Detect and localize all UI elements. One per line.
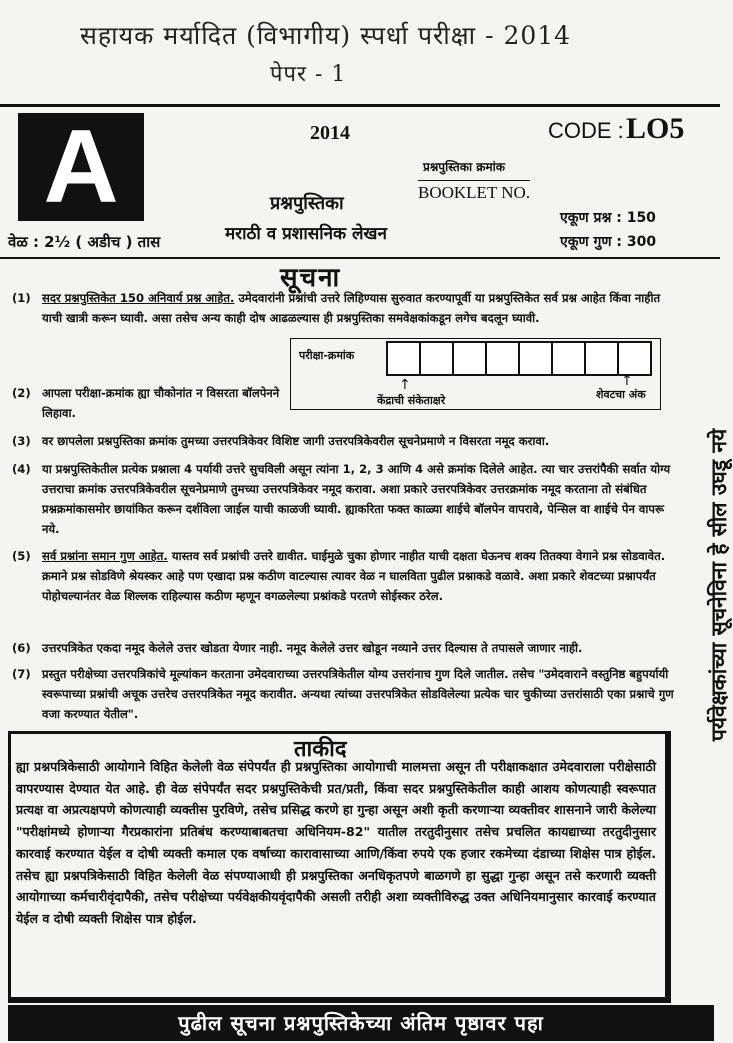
instruction-text: उमेदवारांनी प्रश्नांची उत्तरे लिहिण्यास सुरुवात करण्यापूर्वी या प्रश्नपुस्तिकेत सर्व प्रश्न आहेत किंवा नाहीत याची खात्री करून घ्यावी. असा तसेच अन्य काही दोष आढळल्यास ही प्रश्नपुस्तिका समवेक्षकांकडून लगेच बदलून घ्यावी. bbox=[42, 291, 661, 325]
instructions-heading: सूचना bbox=[280, 263, 342, 293]
roll-cell[interactable] bbox=[518, 341, 553, 376]
instruction-item bbox=[12, 288, 680, 328]
roll-cell[interactable] bbox=[485, 341, 520, 376]
instruction-text: प्रस्तुत परीक्षेच्या उत्तरपत्रिकांचे मूल्यांकन करताना उमेदवाराच्या उत्तरपत्रिकेतील योग्य उत्तरांनाच गुण दिले जातील. तसेच "उमेदवाराने वस्तुनिष्ठ बहुपर्यायी स्वरूपाच्या प्रश्नांची अचूक उत्तरेच उत्तरपत्रिकेत नमूद करावीत. अन्यथा त्यांच्या उत्तरपत्रिकेत सोडविलेल्या प्रत्येक चार चुकीच्या उत्तरांसाठी एका प्रश्नाचे गुण वजा करण्यात येतील". bbox=[42, 667, 674, 721]
set-letter-badge: A bbox=[18, 113, 144, 221]
booklet-title: प्रश्नपुस्तिका bbox=[270, 193, 344, 214]
footer-banner: पुढील सूचना प्रश्नपुस्तिकेच्या अंतिम पृष्ठावर पहा bbox=[8, 1005, 714, 1041]
instruction-text: आपला परीक्षा-क्रमांक ह्या चौकोनांत न विसरता बॉलपेनने लिहावा. bbox=[42, 386, 280, 420]
instruction-item bbox=[12, 459, 680, 539]
instruction-text: वर छापलेला प्रश्नपुस्तिका क्रमांक तुमच्या उत्तरपत्रिकेवर विशिष्ट जागी उत्तरपत्रिकेवरील सूचनेप्रमाणे न विसरता नमूद करावा. bbox=[42, 434, 550, 448]
warning-text: ह्या प्रश्नपत्रिकेसाठी आयोगाने विहित केलेली वेळ संपेपर्यंत ही प्रश्नपुस्तिका आयोगाची मालमत्ता असून ती परीक्षाकक्षात उमेदवाराला परीक्षेसाठी वापरण्यास देण्यात येत आहे. ही वेळ संपेपर्यंत सदर प्रश्नपुस्तिकेची प्रत/प्रती, किंवा सदर प्रश्नपुस्तिकेतील काही आशय कोणत्याही स्वरूपात प्रत्यक्ष वा अप्रत्यक्षपणे कोणत्याही व्यक्तीस पुरविणे, तसेच प्रसिद्ध करणे हा गुन्हा असून अशी कृती करणाऱ्या व्यक्तीवर शासनाने जारी केलेल्या "परीक्षांमध्ये होणाऱ्या गैरप्रकारांना प्रतिबंध करण्याबाबतचा अधिनियम-82" यातील तरतुदीनुसार तसेच प्रचलित कायद्याच्या तरतुदीनुसार कारवाई करण्यात येईल व दोषी व्यक्ती कमाल एक वर्षाच्या कारावासाच्या आणि/किंवा रुपये एक हजार रकमेच्या दंडाच्या शिक्षेस पात्र होईल. तसेच ह्या प्रश्नपत्रिकेसाठी विहित केलेली वेळ संपण्याआधी ही प्रश्नपुस्तिका अनधिकृतपणे बाळगणे हा सुद्धा गुन्हा असून तसे करणारी व्यक्ती आयोगाच्या कर्मचारीवृंदापैकी, तसेच परीक्षेच्या पर्यवेक्षकीयवृंदापैकी असली तरीही अशा व्यक्तीविरुद्ध उक्त अधिनियमानुसार कारवाई करण्यात येईल व दोषी व्यक्ती शिक्षेस पात्र होईल. bbox=[16, 759, 656, 926]
instruction-lead: सदर प्रश्नपुस्तिकेत 150 अनिवार्य प्रश्न आहेत. bbox=[42, 291, 235, 305]
instruction-number: (4) bbox=[12, 462, 31, 476]
roll-number-label: परीक्षा-क्रमांक bbox=[299, 349, 355, 362]
roll-cell[interactable] bbox=[386, 341, 421, 376]
roll-cell[interactable] bbox=[551, 341, 586, 376]
instruction-number: (1) bbox=[12, 291, 31, 305]
roll-number-box bbox=[290, 338, 661, 410]
handwritten-paper-number: पेपर - 1 bbox=[270, 62, 347, 87]
subject-title: मराठी व प्रशासनिक लेखन bbox=[225, 224, 387, 244]
last-digit-label: शेवटचा अंक bbox=[596, 388, 646, 401]
up-arrow-icon: ↑ bbox=[621, 373, 633, 389]
instruction-number: (3) bbox=[12, 434, 31, 448]
code-value: LO5 bbox=[626, 112, 685, 145]
roll-cell[interactable] bbox=[617, 341, 652, 376]
instruction-item bbox=[12, 383, 300, 423]
instruction-item bbox=[12, 664, 680, 724]
instruction-number: (7) bbox=[12, 667, 31, 681]
roll-number-cells bbox=[386, 341, 650, 376]
instruction-item bbox=[12, 546, 680, 606]
total-marks: एकूण गुण : 300 bbox=[560, 234, 657, 250]
seal-warning-text: पर्यवेक्षकांच्या सूचनेविना हे सील उघडू नये bbox=[707, 428, 731, 742]
instruction-number: (6) bbox=[12, 641, 31, 655]
roll-cell[interactable] bbox=[419, 341, 454, 376]
exam-duration: वेळ : 2½ ( अडीच ) तास bbox=[8, 233, 161, 251]
instruction-text: या प्रश्नपुस्तिकेतील प्रत्येक प्रश्नाला 4 पर्यायी उत्तरे सुचविली असून त्यांना 1, 2, 3 आणि 4 असे क्रमांक दिलेले आहेत. त्या चार उत्तरांपैकी सर्वात योग्य उत्तराचा क्रमांक उत्तरपत्रिकेवरील सूचनेप्रमाणे तुमच्या उत्तरपत्रिकेवर नमूद करावा. अशा प्रकारे उत्तरपत्रिकेवर उत्तरक्रमांक नमूद करताना तो संबंधित प्रश्नक्रमांकासमोर छायांकित करून दर्शविला जाईल याची काळजी घ्यावी. ह्याकरिता फक्त काळ्या शाईचे बॉलपेन वापरावे, पेन्सिल वा शाईचे पेन वापरू नये. bbox=[42, 462, 671, 536]
instruction-number: (2) bbox=[12, 386, 31, 400]
instruction-number: (5) bbox=[12, 549, 31, 563]
roll-cell[interactable] bbox=[452, 341, 487, 376]
roll-cell[interactable] bbox=[584, 341, 619, 376]
instruction-lead: सर्व प्रश्नांना समान गुण आहेत. bbox=[42, 549, 168, 563]
instruction-item bbox=[12, 638, 680, 658]
booklet-number-label-marathi: प्रश्नपुस्तिका क्रमांक bbox=[423, 160, 505, 174]
instruction-text: यास्तव सर्व प्रश्नांची उत्तरे द्यावीत. घाईमुळे चुका होणार नाहीत याची दक्षता घेऊनच शक्य तितक्या वेगाने प्रश्न सोडवावेत. क्रमाने प्रश्न सोडविणे श्रेयस्कर आहे पण एखादा प्रश्न कठीण वाटल्यास त्यावर वेळ न घालविता पुढील प्रश्नाकडे वळावे. अशा प्रकारे शेवटच्या प्रश्नापर्यंत पोहोचल्यानंतर वेळ शिल्लक राहिल्यास कठीण म्हणून वगळलेल्या प्रश्नांकडे परतणे सोईस्कर ठरेल. bbox=[42, 549, 666, 603]
handwritten-exam-title: सहायक मर्यादित (विभागीय) स्पर्धा परीक्षा - 2014 bbox=[80, 21, 572, 50]
up-arrow-icon: ↑ bbox=[399, 377, 411, 393]
booklet-number-label: BOOKLET NO. bbox=[418, 180, 530, 203]
code-label: CODE : bbox=[548, 118, 624, 143]
total-questions: एकूण प्रश्न : 150 bbox=[560, 210, 656, 226]
warning-title: ताकीद bbox=[294, 737, 347, 762]
centre-code-label: केंद्राची संकेताक्षरे bbox=[377, 394, 446, 407]
exam-year: 2014 bbox=[310, 122, 350, 144]
instruction-text: उत्तरपत्रिकेत एकदा नमूद केलेले उत्तर खोडता येणार नाही. नमूद केलेले उत्तर खोडून नव्याने उत्तर दिल्यास ते तपासले जाणार नाही. bbox=[42, 641, 583, 655]
seal-warning-vertical bbox=[675, 330, 731, 840]
header-rule bbox=[0, 104, 720, 107]
instruction-item bbox=[12, 431, 680, 451]
section-rule bbox=[0, 257, 720, 259]
